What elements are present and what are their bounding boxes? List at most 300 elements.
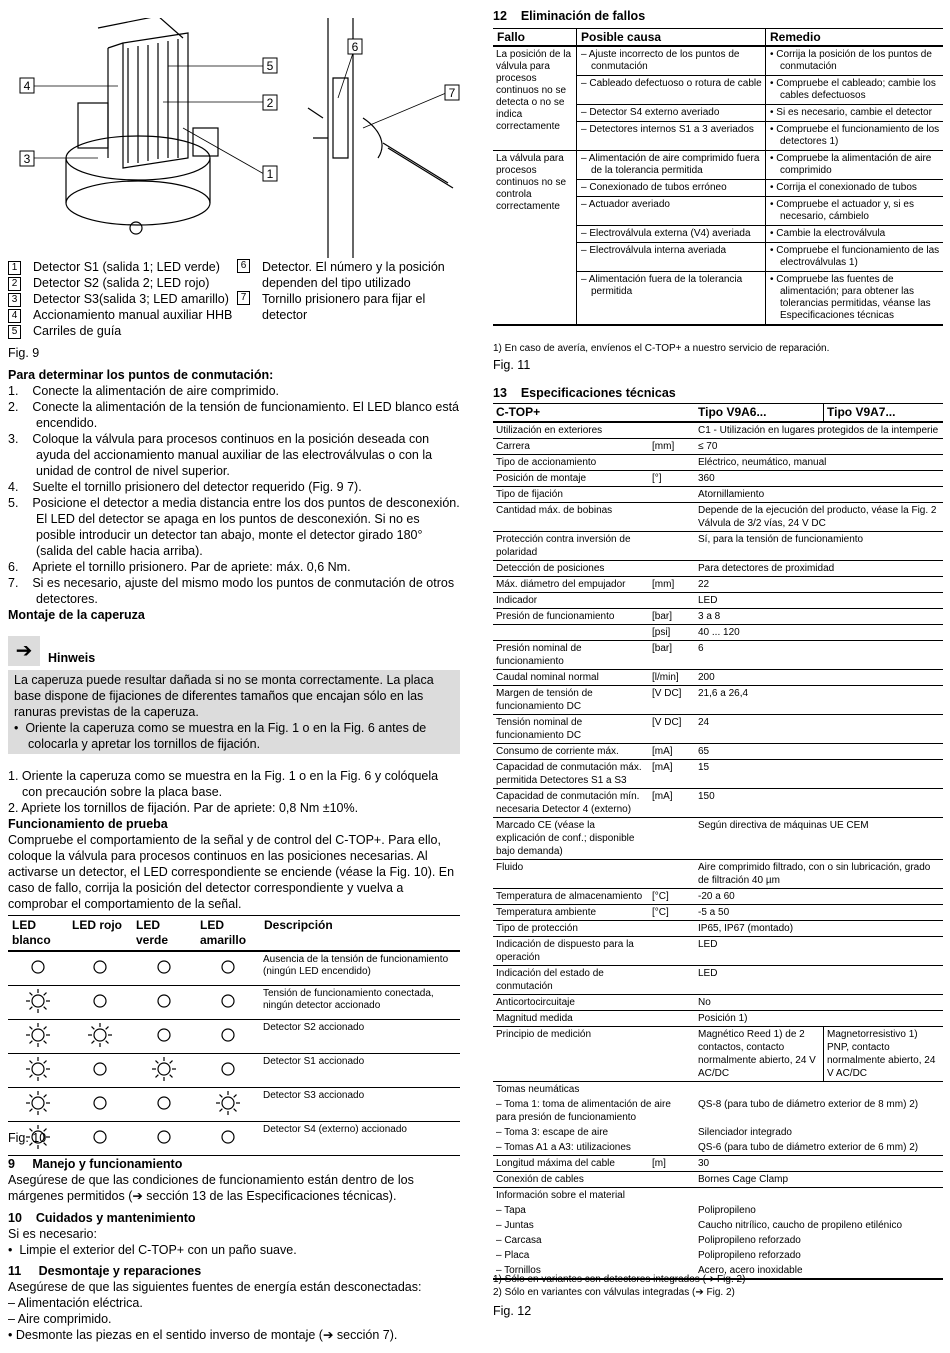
step: 3. Coloque la válvula para procesos continuos en la posición deseada con ayuda del accionamiento manual auxiliar de las electroválvulas o con la unidad de control de nivel superior. <box>8 432 433 478</box>
spec-value: ≤ 70 <box>695 439 943 455</box>
spec-row <box>493 995 943 1011</box>
step: 1. Conecte la alimentación de aire comprimido. <box>8 384 279 398</box>
spec-row <box>493 966 943 995</box>
spec-unit <box>649 1011 695 1027</box>
led-on-icon <box>25 1090 51 1116</box>
spec-value: QS-6 (para tubo de diámetro exterior de 6 mm) 2) <box>695 1140 943 1156</box>
spec-value: Para detectores de proximidad <box>695 561 943 577</box>
legend-item: 4 Accionamiento manual auxiliar HHB <box>8 307 232 323</box>
spec-label: Utilización en exteriores <box>493 422 649 439</box>
spec-label: – Juntas <box>496 1220 534 1231</box>
spec-unit <box>649 937 695 966</box>
spec-row <box>493 760 943 789</box>
spec-subrow <box>493 1233 943 1248</box>
spec-value: Magnetorresistivo 1) PNP, contacto normalmente abierto, 24 V AC/DC <box>824 1027 944 1082</box>
step: 4. Suelte el tornillo prisionero del detector requerido (Fig. 9 7). <box>8 480 362 494</box>
hint-bullet: • Oriente la caperuza como se muestra en la Fig. 1 o en la Fig. 6 antes de colocarla y apretar los tornillos de fijación. <box>14 721 427 751</box>
spec-label: Magnitud medida <box>493 1011 649 1027</box>
spec-unit: [°] <box>649 471 695 487</box>
spec-row <box>493 670 943 686</box>
spec-label: Principio de medición <box>493 1027 695 1082</box>
col-header: Tipo V9A7... <box>824 404 944 423</box>
step: 6. Apriete el tornillo prisionero. Par de apriete: máx. 0,6 Nm. <box>8 560 351 574</box>
spec-unit <box>649 487 695 503</box>
spec-label: Presión de funcionamiento <box>493 609 649 625</box>
spec-row <box>493 487 943 503</box>
col-header: C-TOP+ <box>493 404 695 423</box>
spec-subheader <box>493 1188 943 1204</box>
spec-value: -5 a 50 <box>695 905 943 921</box>
sec10-heading: 10 Cuidados y mantenimiento <box>8 1211 196 1225</box>
spec-row <box>493 439 943 455</box>
spec-label: – Carcasa <box>496 1235 542 1246</box>
cause-cell: – Detectores internos S1 a 3 averiados <box>577 122 766 151</box>
led-description: Detector S3 accionado <box>263 1090 365 1101</box>
spec-value: Polipropileno reforzado <box>698 1250 801 1261</box>
led-off-icon <box>215 954 241 980</box>
cause-text: Alimentación de aire comprimido fuera de la tolerancia permitida <box>588 153 760 176</box>
led-description: Tensión de funcionamiento conectada, ningún detector accionado <box>263 988 434 1011</box>
cause-cell: – Alimentación de aire comprimido fuera de la tolerancia permitida <box>577 151 766 180</box>
remedy-cell: • Corrija el conexionado de tubos <box>766 180 944 197</box>
spec-unit <box>649 422 695 439</box>
led-row <box>8 1088 460 1122</box>
col-header: Fallo <box>493 29 577 47</box>
legend-item: 7 Tornillo prisionero para fijar el detector <box>237 291 459 323</box>
switching-heading: Para determinar los puntos de conmutación: <box>8 368 274 382</box>
spec-unit: [l/min] <box>649 670 695 686</box>
fig10-table <box>8 915 460 1156</box>
spec-unit: [m] <box>649 1156 695 1172</box>
spec-label: Caudal nominal normal <box>493 670 649 686</box>
cause-text: Electroválvula externa (V4) averiada <box>589 228 751 239</box>
remedy-cell: • Compruebe la alimentación de aire comprimido <box>766 151 944 180</box>
led-cell <box>196 986 260 1020</box>
spec-unit: [bar] <box>649 641 695 670</box>
led-cell <box>8 1020 68 1054</box>
spec-unit: [V DC] <box>649 715 695 744</box>
spec-row <box>493 1027 943 1082</box>
spec-unit <box>649 1172 695 1188</box>
legend-item: 5 Carriles de guía <box>8 323 232 339</box>
spec-unit: [psi] <box>649 625 695 641</box>
cause-cell: – Electroválvula interna averiada <box>577 243 766 272</box>
spec-label: Tomas neumáticas <box>496 1084 580 1095</box>
col-header: LED rojo <box>72 918 122 932</box>
spec-value: IP65, IP67 (montado) <box>695 921 943 937</box>
test-heading: Funcionamiento de prueba <box>8 817 168 831</box>
spec-subrow <box>493 1140 943 1156</box>
legend-item: 6 Detector. El número y la posición dependen del tipo utilizado <box>237 259 459 291</box>
spec-row <box>493 593 943 609</box>
spec-row <box>493 889 943 905</box>
spec-subrow <box>493 1203 943 1218</box>
spec-unit: [V DC] <box>649 686 695 715</box>
svg-text:3: 3 <box>23 152 31 166</box>
spec-label: Información sobre el material <box>496 1190 625 1201</box>
switching-steps <box>8 383 460 607</box>
spec-label: Anticortocircuitaje <box>493 995 649 1011</box>
spec-row <box>493 455 943 471</box>
spec-value: Posición 1) <box>695 1011 943 1027</box>
led-row <box>8 1020 460 1054</box>
led-cell <box>8 986 68 1020</box>
col-header: Remedio <box>766 29 944 47</box>
test-text: Compruebe el comportamiento de la señal y de control del C-TOP+. Para ello, coloque la válvula para procesos continuos en las posiciones necesarias. Al activarse un detector, el LED correspondiente se enciende (véase la Fig. 10). En caso de fallo, corrija la posición del detector correspondiente y vuelva a comprobar el comportamiento de la señal. <box>8 833 455 911</box>
fig12-footnote: 1) Sólo en variantes con detectores integrados (➔ Fig. 2) <box>493 1274 746 1285</box>
col-header: Posible causa <box>577 29 766 47</box>
led-off-icon <box>215 988 241 1014</box>
sec9-heading: 9 Manejo y funcionamiento <box>8 1157 183 1171</box>
sec10-text: Si es necesario: <box>8 1227 97 1241</box>
sec11-item: – Aire comprimido. <box>8 1312 112 1326</box>
sec11-heading: 11 Desmontaje y reparaciones <box>8 1264 202 1278</box>
led-description: Ausencia de la tensión de funcionamiento (ningún LED encendido) <box>263 954 449 977</box>
hint-title: Hinweis <box>48 651 96 665</box>
col-header: LED verde <box>136 918 169 947</box>
spec-row <box>493 789 943 818</box>
cause-text: Detector S4 externo averiado <box>589 107 720 118</box>
led-cell <box>68 986 132 1020</box>
spec-value: 30 <box>695 1156 943 1172</box>
spec-value: C1 - Utilización en lugares protegidos de la intemperie <box>695 422 943 439</box>
spec-value: Según directiva de máquinas UE CEM <box>695 818 943 860</box>
led-cell <box>68 1122 132 1156</box>
led-on-icon <box>215 1090 241 1116</box>
spec-unit: [mA] <box>649 789 695 818</box>
led-row <box>8 1054 460 1088</box>
spec-value: 40 ... 120 <box>695 625 943 641</box>
remedy-cell: • Compruebe el actuador y, si es necesario, cámbielo <box>766 197 944 226</box>
fig10-caption: Fig. 10 <box>8 1131 47 1145</box>
spec-label: Protección contra inversión de polaridad <box>493 532 649 561</box>
fig11-footnote: 1) En caso de avería, envíenos el C-TOP+ a nuestro servicio de reparación. <box>493 343 830 354</box>
spec-subrow <box>493 1248 943 1263</box>
spec-unit <box>649 966 695 995</box>
led-cell <box>196 1088 260 1122</box>
cause-text: Cableado defectuoso o rotura de cable <box>589 78 762 89</box>
remedy-cell: • Compruebe el cableado; cambie los cables defectuosos <box>766 76 944 105</box>
fault-row <box>493 46 943 76</box>
remedy-text: Compruebe el cableado; cambie los cables defectuosos <box>776 78 936 101</box>
spec-unit <box>649 503 695 532</box>
spec-label: – Tornillos <box>493 1263 695 1279</box>
cause-text: Conexionado de tubos erróneo <box>589 182 727 193</box>
spec-label: Indicación del estado de conmutación <box>493 966 649 995</box>
led-on-icon <box>25 1022 51 1048</box>
remedy-text: Cambie la electroválvula <box>776 228 886 239</box>
remedy-text: Corrija el conexionado de tubos <box>776 182 917 193</box>
spec-value: Eléctrico, neumático, manual <box>695 455 943 471</box>
spec-value: Bornes Cage Clamp <box>695 1172 943 1188</box>
spec-value: Caucho nitrílico, caucho de propileno etilénico <box>698 1220 903 1231</box>
spec-unit <box>649 455 695 471</box>
legend-item: 3 Detector S3(salida 3; LED amarillo) <box>8 291 232 307</box>
cap-heading: Montaje de la caperuza <box>8 608 145 622</box>
led-off-icon <box>215 1124 241 1150</box>
spec-unit <box>649 995 695 1011</box>
led-description: Detector S2 accionado <box>263 1022 365 1033</box>
spec-subrow <box>493 1125 943 1140</box>
spec-unit <box>649 860 695 889</box>
remedy-cell: • Si es necesario, cambie el detector <box>766 105 944 122</box>
spec-label: Posición de montaje <box>493 471 649 487</box>
remedy-cell: • Compruebe el funcionamiento de los detectores 1) <box>766 122 944 151</box>
spec-row <box>493 625 943 641</box>
remedy-cell: • Cambie la electroválvula <box>766 226 944 243</box>
spec-label: Conexión de cables <box>493 1172 649 1188</box>
led-cell <box>196 1122 260 1156</box>
led-off-icon <box>87 954 113 980</box>
fig12-table <box>493 403 943 1280</box>
spec-unit: [mm] <box>649 577 695 593</box>
switching-section <box>8 367 460 623</box>
spec-row <box>493 686 943 715</box>
spec-row <box>493 561 943 577</box>
spec-unit: [°C] <box>649 889 695 905</box>
spec-value: Aire comprimido filtrado, con o sin lubricación, grado de filtración 40 µm <box>695 860 943 889</box>
spec-value: 65 <box>695 744 943 760</box>
spec-row <box>493 1156 943 1172</box>
spec-unit <box>649 921 695 937</box>
hint-text: La caperuza puede resultar dañada si no se monta correctamente. La placa base dispone de fijaciones de diferentes tamaños que encajan sólo en las ranuras previstas de la caperuza. <box>14 673 434 719</box>
led-description: Detector S1 accionado <box>263 1056 365 1067</box>
led-off-icon <box>87 1056 113 1082</box>
spec-value: QS-8 (para tubo de diámetro exterior de 8 mm) 2) <box>698 1099 919 1110</box>
spec-value: 150 <box>695 789 943 818</box>
spec-label: Capacidad de conmutación mín. necesaria Detector 4 (externo) <box>493 789 649 818</box>
led-on-icon <box>151 1056 177 1082</box>
spec-value: Silenciador integrado <box>698 1127 792 1138</box>
spec-label: Temperatura ambiente <box>493 905 649 921</box>
cause-cell: – Detector S4 externo averiado <box>577 105 766 122</box>
spec-unit <box>649 532 695 561</box>
sec13-heading: 13 Especificaciones técnicas <box>493 386 676 400</box>
spec-row <box>493 532 943 561</box>
led-on-icon <box>25 1056 51 1082</box>
cap-step: 1. Oriente la caperuza como se muestra en la Fig. 1 o en la Fig. 6 y colóquela con precaución sobre la placa base. <box>8 769 439 799</box>
spec-value: Sí, para la tensión de funcionamiento <box>695 532 943 561</box>
led-off-icon <box>151 1124 177 1150</box>
legend-item: 1 Detector S1 (salida 1; LED verde) <box>8 259 232 275</box>
sec10-bullet: • Limpie el exterior del C-TOP+ con un paño suave. <box>8 1243 297 1257</box>
spec-unit: [mA] <box>649 760 695 789</box>
spec-row <box>493 744 943 760</box>
fig9-illustration <box>8 18 468 258</box>
remedy-text: Compruebe el funcionamiento de los detectores 1) <box>776 124 940 147</box>
spec-value: 21,6 a 26,4 <box>695 686 943 715</box>
spec-unit <box>649 818 695 860</box>
hint-box <box>8 670 460 754</box>
led-off-icon <box>87 988 113 1014</box>
led-cell <box>196 951 260 986</box>
led-cell <box>132 1122 196 1156</box>
cause-cell: – Cableado defectuoso o rotura de cable <box>577 76 766 105</box>
remedy-text: Compruebe el actuador y, si es necesario, cámbielo <box>776 199 914 222</box>
fig12-caption: Fig. 12 <box>493 1304 532 1318</box>
sec11-item: – Alimentación eléctrica. <box>8 1296 143 1310</box>
svg-text:4: 4 <box>23 79 31 93</box>
fig9-caption: Fig. 9 <box>8 346 40 360</box>
led-off-icon <box>215 1022 241 1048</box>
spec-value: Depende de la ejecución del producto, véase la Fig. 2 Válvula de 3/2 vías, 24 V DC <box>695 503 943 532</box>
led-on-icon <box>25 988 51 1014</box>
led-off-icon <box>87 1124 113 1150</box>
fig12-footnote: 2) Sólo en variantes con válvulas integradas (➔ Fig. 2) <box>493 1287 735 1298</box>
spec-unit: [mA] <box>649 744 695 760</box>
fault-cell: La válvula para procesos continuos no se controla correctamente <box>493 151 577 326</box>
spec-label: Tipo de accionamiento <box>493 455 649 471</box>
led-off-icon <box>215 1056 241 1082</box>
step: 5. Posicione el detector a media distancia entre los dos puntos de desconexión. El LED del detector se apaga en los puntos de desconexión. Si no es posible introducir un detector tan abajo, monte el detector girado 180° (salida del cable hacia arriba). <box>8 496 460 558</box>
cause-cell: – Ajuste incorrecto de los puntos de conmutación <box>577 46 766 76</box>
cause-text: Detectores internos S1 a 3 averiados <box>589 124 754 135</box>
remedy-cell: • Corrija la posición de los puntos de conmutación <box>766 46 944 76</box>
spec-row <box>493 422 943 439</box>
cap-steps <box>8 768 460 912</box>
spec-row <box>493 471 943 487</box>
spec-row <box>493 1011 943 1027</box>
spec-label: Carrera <box>493 439 649 455</box>
spec-row <box>493 641 943 670</box>
cause-text: Ajuste incorrecto de los puntos de conmutación <box>588 49 740 72</box>
led-cell <box>196 1020 260 1054</box>
spec-value: LED <box>695 593 943 609</box>
spec-label: Margen de tensión de funcionamiento DC <box>493 686 649 715</box>
led-cell <box>68 1020 132 1054</box>
col-header: Tipo V9A6... <box>695 404 824 423</box>
led-off-icon <box>151 1022 177 1048</box>
led-cell <box>8 1088 68 1122</box>
cause-text: Electroválvula interna averiada <box>589 245 727 256</box>
cause-text: Actuador averiado <box>588 199 670 210</box>
cause-cell: – Conexionado de tubos erróneo <box>577 180 766 197</box>
spec-value: 22 <box>695 577 943 593</box>
spec-value: No <box>695 995 943 1011</box>
spec-value: Atornillamiento <box>695 487 943 503</box>
sec9-text: Asegúrese de que las condiciones de funcionamiento están dentro de los márgenes permitidos (➔ sección 13 de las Especificaciones técnicas). <box>8 1173 414 1203</box>
fault-cell: La posición de la válvula para procesos continuos no se detecta o no se indica correctamente <box>493 46 577 151</box>
spec-unit: [bar] <box>649 609 695 625</box>
svg-text:7: 7 <box>448 86 456 100</box>
col-header: LED blanco <box>12 918 51 947</box>
led-cell <box>68 1088 132 1122</box>
led-row <box>8 1122 460 1156</box>
led-off-icon <box>87 1090 113 1116</box>
spec-row <box>493 715 943 744</box>
cause-text: Alimentación fuera de la tolerancia permitida <box>588 274 743 297</box>
cause-cell: – Electroválvula externa (V4) averiada <box>577 226 766 243</box>
spec-value: -20 a 60 <box>695 889 943 905</box>
led-cell <box>132 986 196 1020</box>
spec-value: 24 <box>695 715 943 744</box>
spec-subheader <box>493 1082 943 1098</box>
led-row <box>8 986 460 1020</box>
spec-label: Indicador <box>493 593 649 609</box>
spec-value: LED <box>695 937 943 966</box>
spec-row <box>493 818 943 860</box>
spec-label <box>493 625 649 641</box>
spec-value: LED <box>695 966 943 995</box>
spec-unit: [mm] <box>649 439 695 455</box>
led-description: Detector S4 (externo) accionado <box>263 1124 407 1135</box>
spec-value: 15 <box>695 760 943 789</box>
spec-row <box>493 905 943 921</box>
spec-label: Tensión nominal de funcionamiento DC <box>493 715 649 744</box>
spec-label: – Placa <box>496 1250 530 1261</box>
svg-text:1: 1 <box>266 167 274 181</box>
led-cell <box>132 1088 196 1122</box>
col-header: LED amarillo <box>200 918 247 947</box>
led-cell <box>8 951 68 986</box>
led-off-icon <box>25 954 51 980</box>
spec-label: Fluido <box>493 860 649 889</box>
led-off-icon <box>151 1090 177 1116</box>
spec-value: Polipropileno reforzado <box>698 1235 801 1246</box>
spec-label: – Toma 1: toma de alimentación de aire para presión de funcionamiento <box>496 1099 671 1123</box>
spec-row <box>493 937 943 966</box>
cause-cell: – Alimentación fuera de la tolerancia permitida <box>577 272 766 326</box>
spec-label: Tipo de protección <box>493 921 649 937</box>
spec-label: Indicación de dispuesto para la operación <box>493 937 649 966</box>
col-header: Descripción <box>264 918 333 932</box>
spec-value: Polipropileno <box>698 1205 756 1216</box>
cause-cell: – Actuador averiado <box>577 197 766 226</box>
svg-text:6: 6 <box>351 40 359 54</box>
led-cell <box>68 1054 132 1088</box>
step: 2. Conecte la alimentación de la tensión de funcionamiento. El LED blanco está encendido. <box>8 400 459 430</box>
remedy-text: Compruebe las fuentes de alimentación; para obtener las tolerancias permitidas, véanse las Especificaciones técnicas <box>776 274 931 321</box>
led-cell <box>132 951 196 986</box>
spec-subrow <box>493 1097 943 1125</box>
spec-row <box>493 503 943 532</box>
spec-label: Consumo de corriente máx. <box>493 744 649 760</box>
spec-value: 3 a 8 <box>695 609 943 625</box>
spec-value: 360 <box>695 471 943 487</box>
spec-value: 200 <box>695 670 943 686</box>
spec-label: Máx. diámetro del empujador <box>493 577 649 593</box>
spec-row <box>493 921 943 937</box>
led-cell <box>68 951 132 986</box>
spec-label: Marcado CE (véase la explicación de conf.; disponible bajo demanda) <box>493 818 649 860</box>
spec-value: Acero, acero inoxidable <box>695 1263 943 1279</box>
spec-label: Temperatura de almacenamiento <box>493 889 649 905</box>
spec-row <box>493 577 943 593</box>
spec-row <box>493 860 943 889</box>
led-off-icon <box>151 988 177 1014</box>
spec-subrow <box>493 1218 943 1233</box>
spec-label: Cantidad máx. de bobinas <box>493 503 649 532</box>
fig11-caption: Fig. 11 <box>493 358 531 372</box>
spec-row <box>493 1172 943 1188</box>
led-cell <box>132 1020 196 1054</box>
hint-block <box>8 630 460 754</box>
fault-row <box>493 151 943 180</box>
spec-label: Tipo de fijación <box>493 487 649 503</box>
led-cell <box>8 1054 68 1088</box>
spec-unit <box>649 561 695 577</box>
remedy-text: Compruebe la alimentación de aire comprimido <box>776 153 932 176</box>
led-on-icon <box>87 1022 113 1048</box>
spec-unit: [°C] <box>649 905 695 921</box>
remedy-cell: • Compruebe el funcionamiento de las electroválvulas 1) <box>766 243 944 272</box>
sec11-item: • Desmonte las piezas en el sentido inverso de montaje (➔ sección 7). <box>8 1328 398 1342</box>
spec-label: Capacidad de conmutación máx. permitida Detectores S1 a S3 <box>493 760 649 789</box>
spec-label: – Tomas A1 a A3: utilizaciones <box>493 1140 695 1156</box>
fig11-table <box>493 28 943 326</box>
spec-row <box>493 609 943 625</box>
legend-item: 2 Detector S2 (salida 2; LED rojo) <box>8 275 232 291</box>
